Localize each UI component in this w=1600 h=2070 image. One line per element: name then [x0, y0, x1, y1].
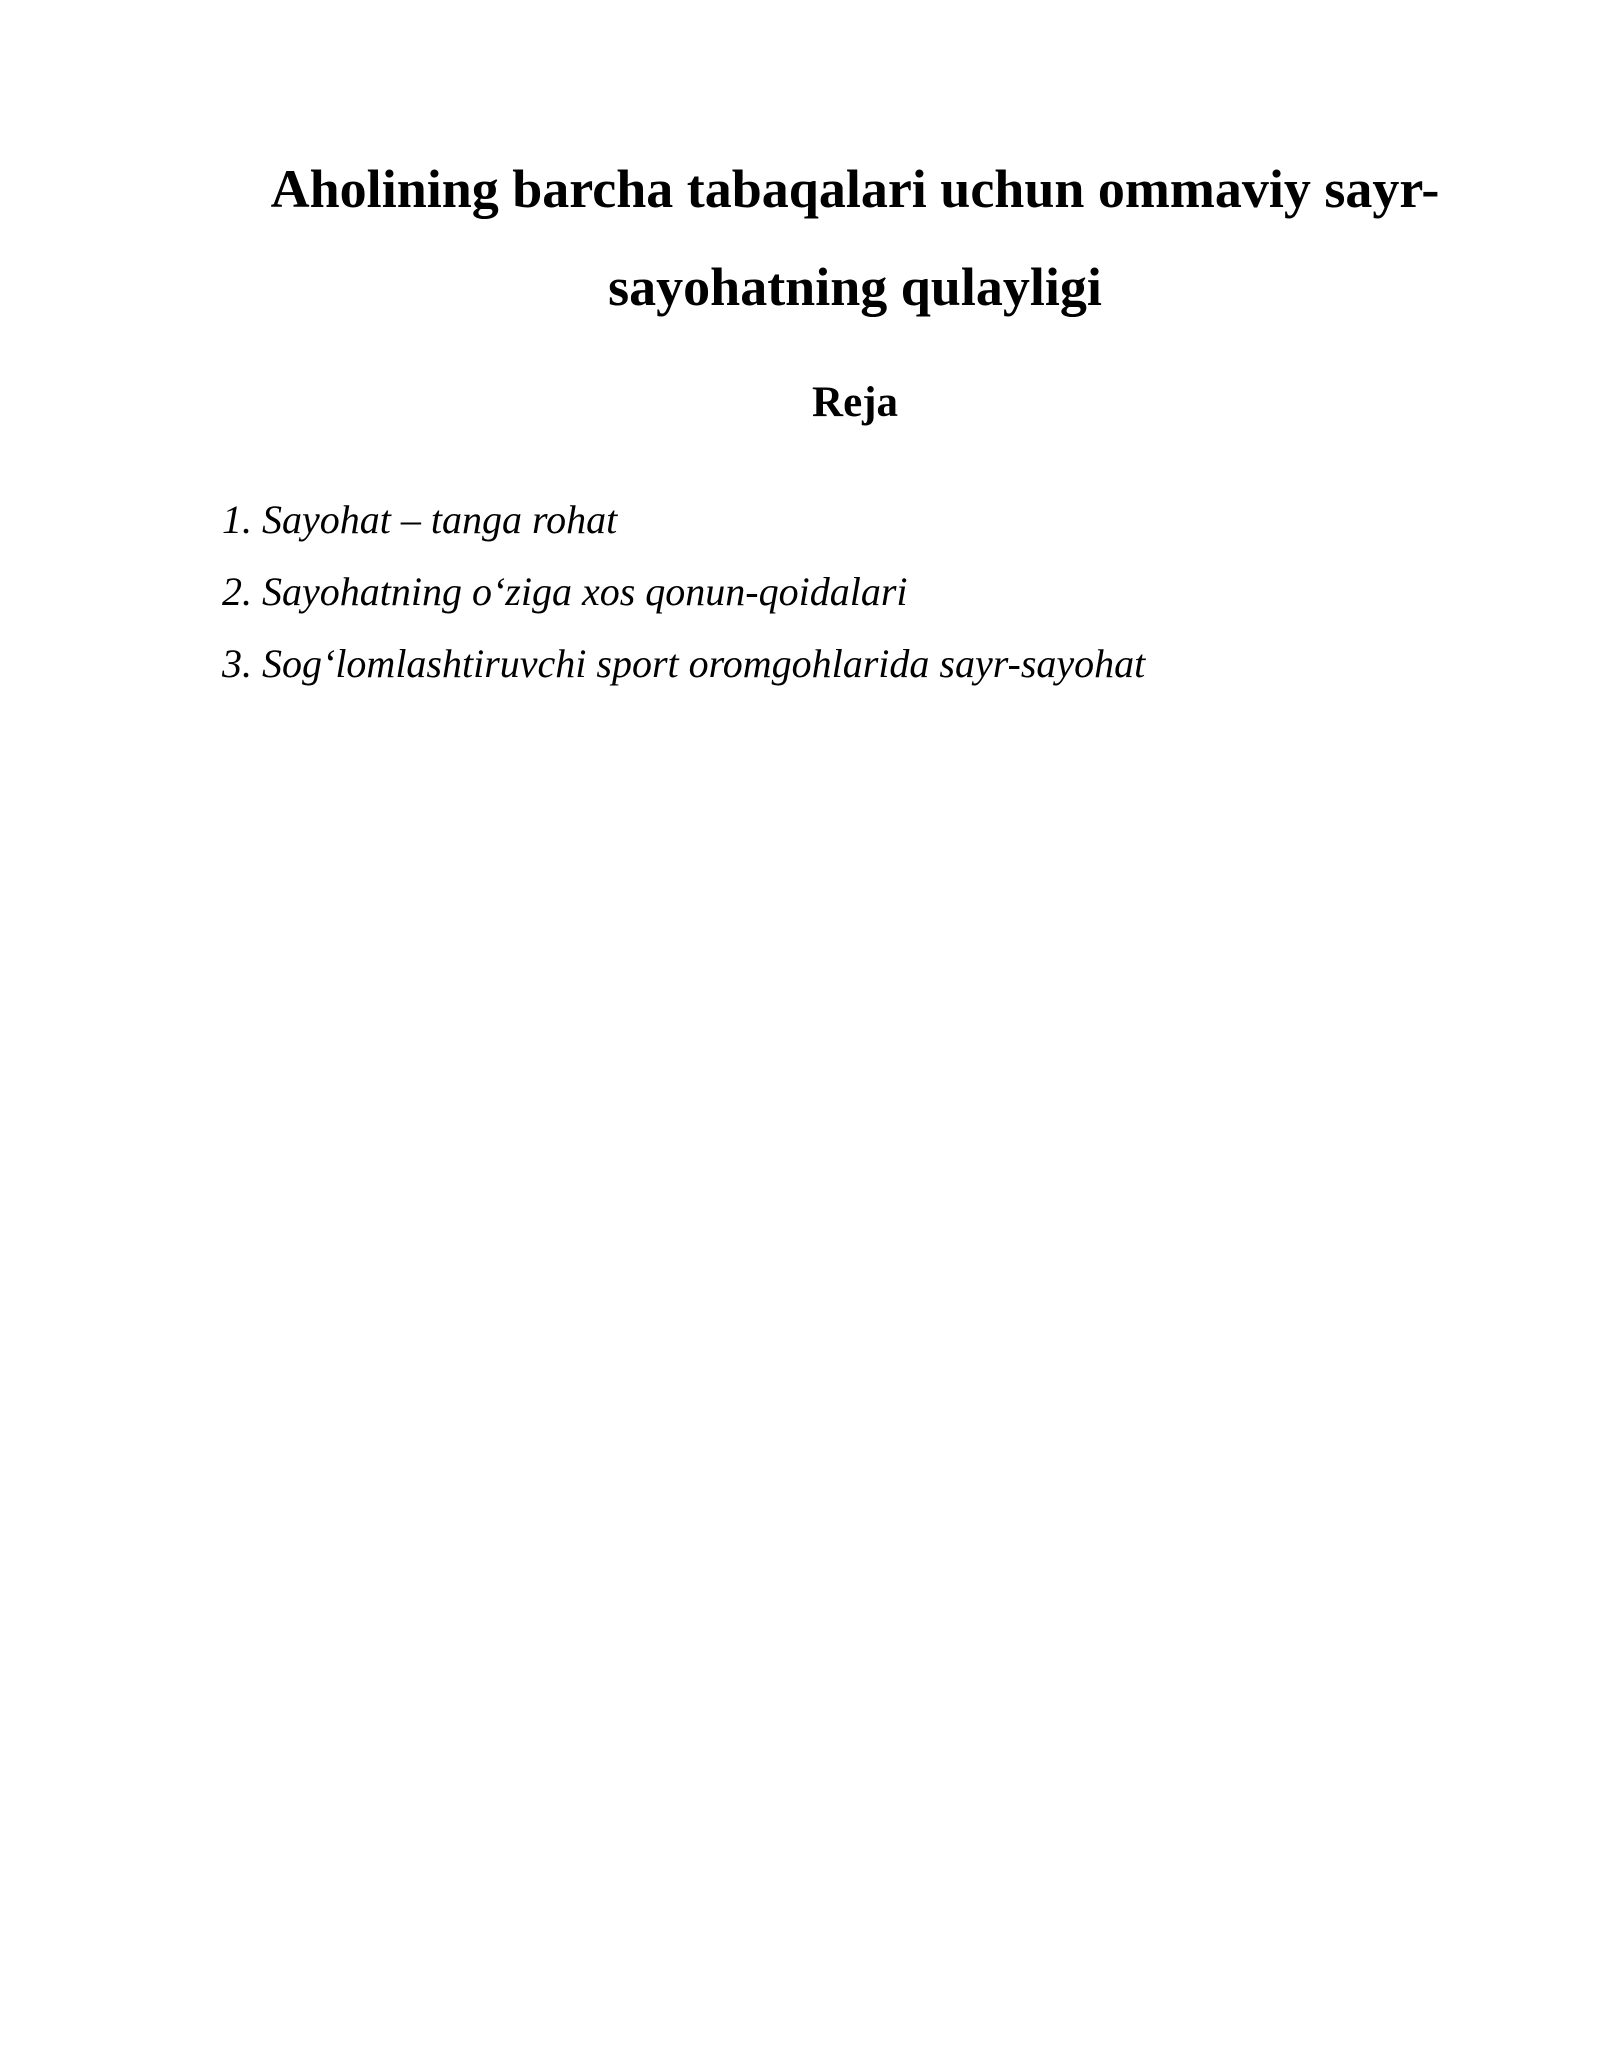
plan-heading: Reja: [812, 379, 898, 426]
plan-item: 2. Sayohatning o‘ziga xos qonun-qoidalari: [222, 569, 908, 614]
plan-item: 3. Sog‘lomlashtiruvchi sport oromgohlarida sayr-sayohat: [222, 641, 1146, 686]
document-title: Aholining barcha tabaqalari uchun ommaviy sayr-sayohatning qulayligi: [270, 159, 1440, 317]
plan-list: [222, 484, 1145, 700]
plan-item: 1. Sayohat – tanga rohat: [222, 497, 618, 542]
